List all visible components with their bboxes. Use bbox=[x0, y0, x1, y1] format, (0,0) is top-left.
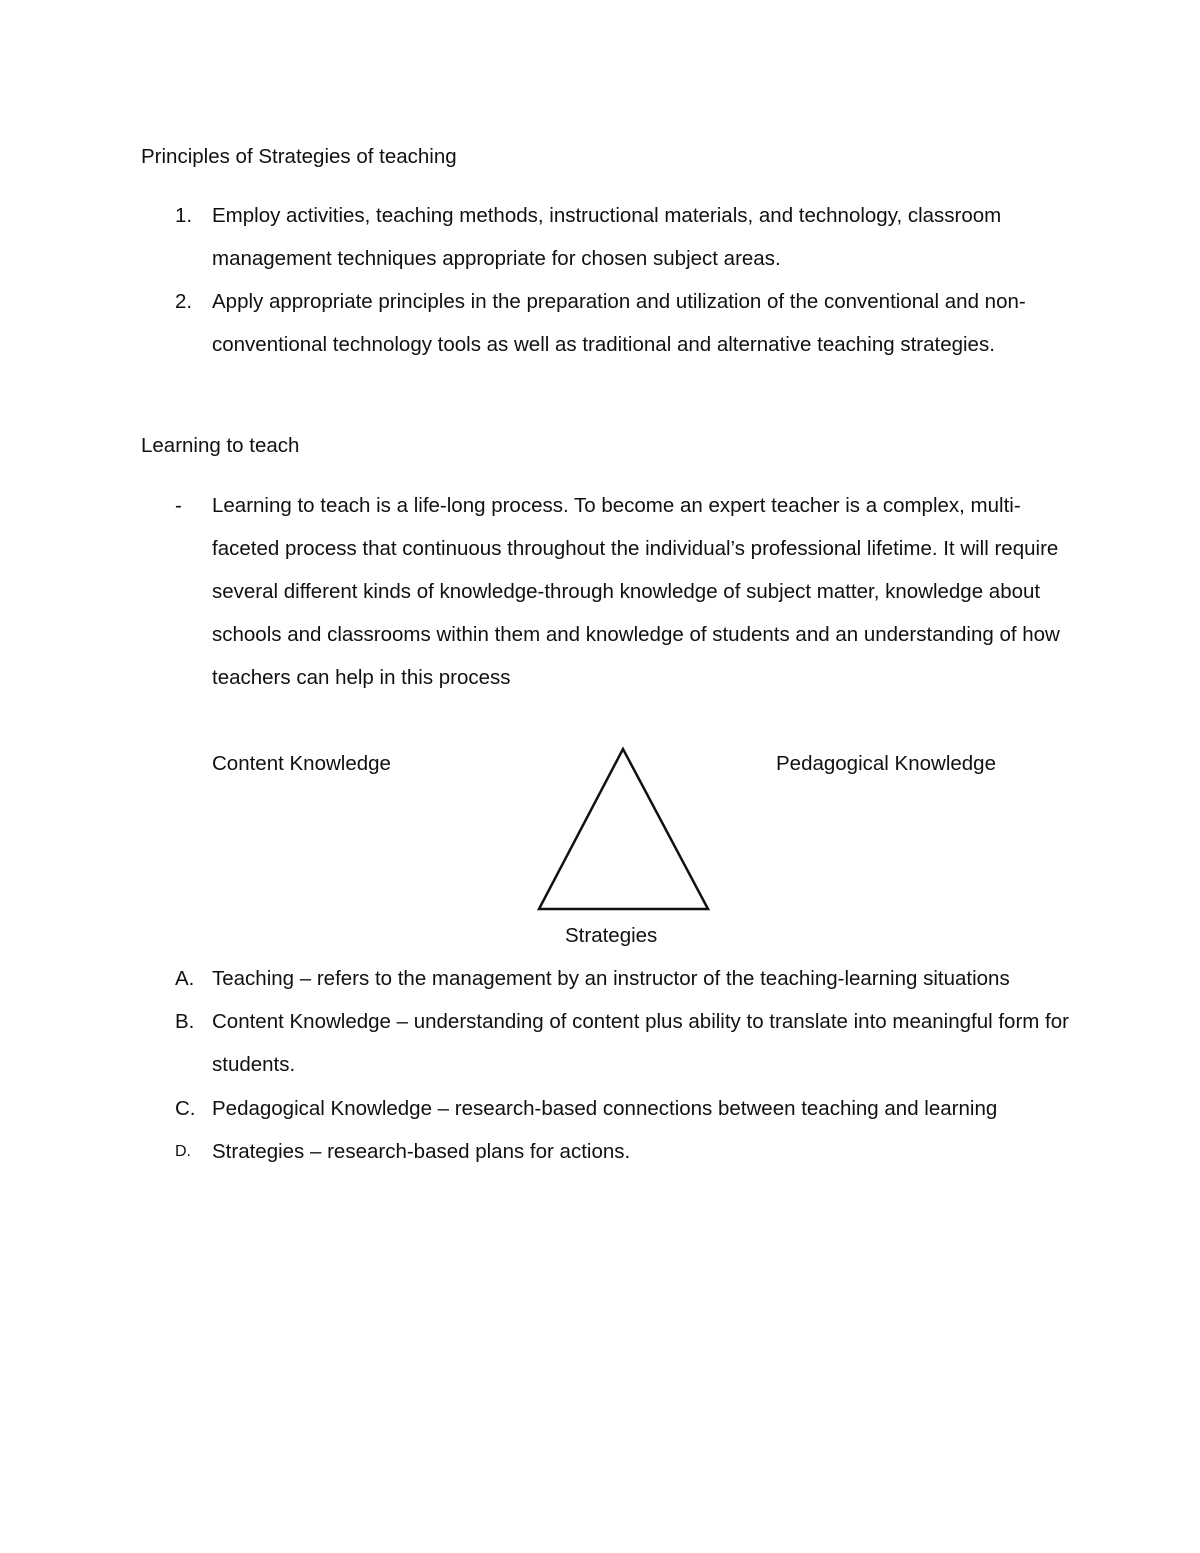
definition-item bbox=[141, 1000, 1071, 1086]
bullet-text: Learning to teach is a life-long process. To become an expert teacher is a complex, multi-faceted process that continuous throughout the individual’s professional lifetime. It will require several different kinds of knowledge-through knowledge of subject matter, knowledge about schools and classrooms within them and knowledge of students and an understanding of how teachers can help in this process bbox=[212, 494, 1060, 689]
section-title-learning-to-teach: Learning to teach bbox=[141, 434, 300, 457]
item-number: 1. bbox=[175, 204, 193, 227]
definition-text: Strategies – research-based plans for actions. bbox=[212, 1140, 631, 1163]
diagram-label-content-knowledge: Content Knowledge bbox=[212, 752, 391, 775]
numbered-item bbox=[141, 280, 1071, 366]
bullet-item bbox=[141, 484, 1071, 699]
diagram-label-strategies: Strategies bbox=[565, 924, 658, 947]
definition-item bbox=[141, 957, 1071, 1000]
section-title-principles: Principles of Strategies of teaching bbox=[141, 145, 457, 168]
item-number: 2. bbox=[175, 290, 193, 313]
definition-letter: A. bbox=[175, 967, 195, 990]
definition-letter: C. bbox=[175, 1097, 196, 1120]
definition-text: Content Knowledge – understanding of content plus ability to translate into meaningful form for students. bbox=[212, 1010, 1069, 1076]
definition-text: Teaching – refers to the management by an instructor of the teaching-learning situations bbox=[212, 967, 1010, 990]
numbered-item bbox=[141, 194, 1071, 280]
triangle-shape bbox=[539, 749, 708, 909]
definition-item bbox=[141, 1087, 1071, 1130]
item-text: Employ activities, teaching methods, instructional materials, and technology, classroom management techniques appropriate for chosen subject areas. bbox=[212, 204, 1002, 270]
definition-letter: B. bbox=[175, 1010, 195, 1033]
triangle-diagram bbox=[536, 746, 712, 914]
definition-text: Pedagogical Knowledge – research-based connections between teaching and learning bbox=[212, 1097, 998, 1120]
diagram-label-pedagogical-knowledge: Pedagogical Knowledge bbox=[776, 752, 996, 775]
bullet-dash: - bbox=[175, 494, 182, 517]
definition-item bbox=[141, 1130, 1071, 1173]
item-text: Apply appropriate principles in the preparation and utilization of the conventional and non-conventional technology tools as well as traditional and alternative teaching strategies. bbox=[212, 290, 1026, 356]
definition-letter: D. bbox=[175, 1143, 191, 1160]
